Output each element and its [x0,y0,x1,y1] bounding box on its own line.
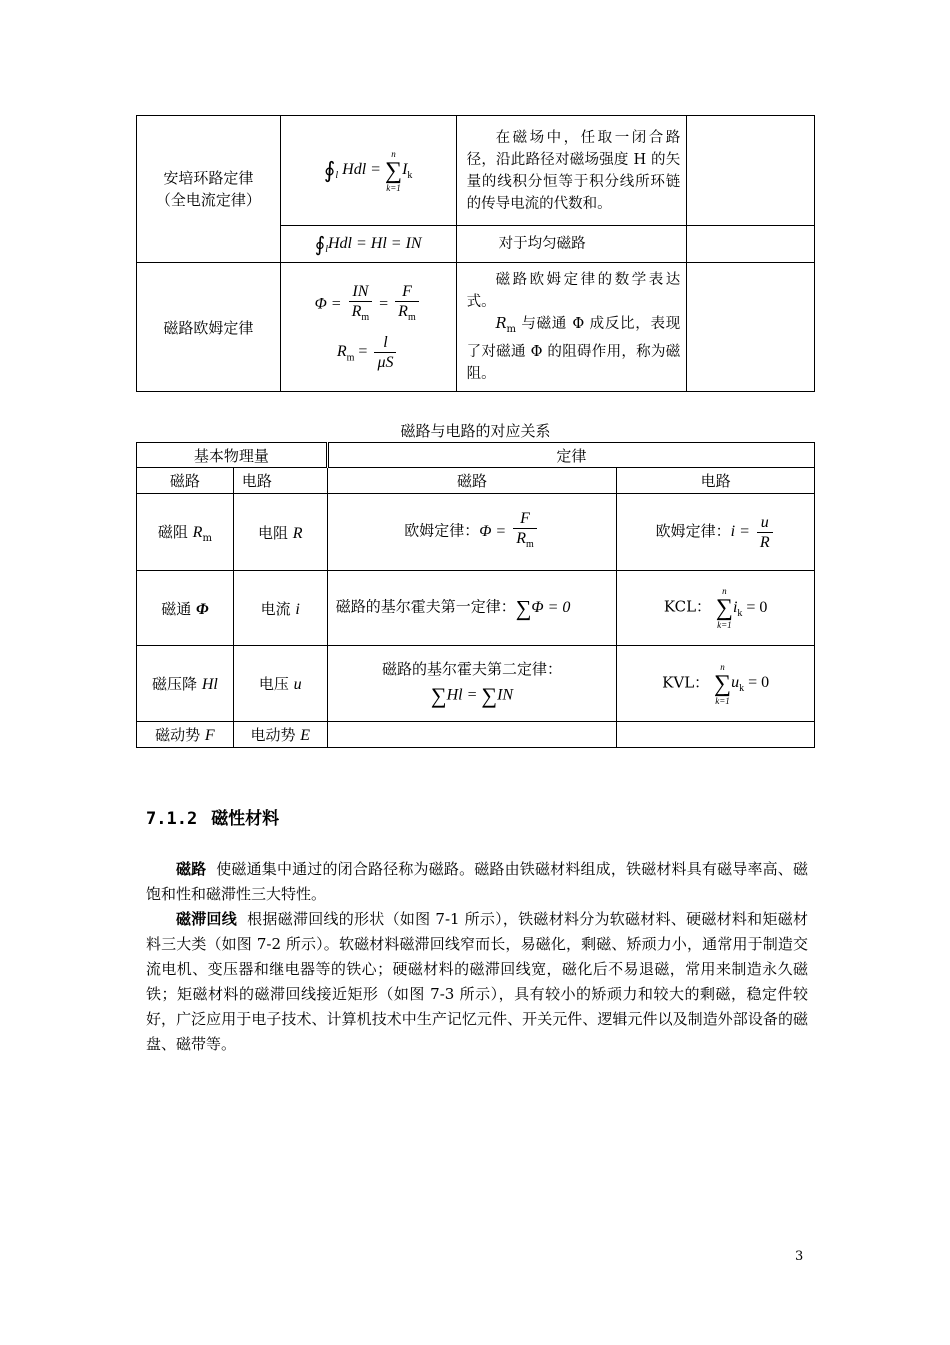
empty-cell [687,226,815,263]
page-number: 3 [795,1249,804,1264]
magnetic-law: 磁路的基尔霍夫第一定律：∑Φ = 0 [327,571,617,646]
electric-quantity: 电动势 E [233,722,327,748]
ampere-description: 在磁场中，任取一闭合路径，沿此路径对磁场强度 H 的矢量的线积分恒等于积分线所环链的传导电流的代数和。 [456,116,687,226]
table-row [137,571,815,646]
uniform-formula: $∮_lHdl = Hl$ = IN [280,226,456,263]
empty-cell [687,263,815,392]
electric-quantity: 电流 i [233,571,327,646]
magnetic-quantity: 磁阻 $R_m$ [137,494,234,571]
header-basic-quantities: 基本物理量 [137,443,328,468]
laws-table [136,115,815,392]
table-row [137,646,815,722]
electric-law: KCL： n ∑ k=1 $i_k = 0$ [617,571,815,646]
ampere-law-name: 安培环路定律 （全电流定律） [137,116,281,263]
ohm-formula: Φ = $\frac{IN}{R_m}$ = $\frac{F}{R_m}$ $R_m$ = $\frac{l}{\mu S}$ [280,263,456,392]
magnetic-quantity: 磁动势 F [137,722,234,748]
ampere-formula: $∮_l$ Hdl = n ∑ k=1 $I_k$ [280,116,456,226]
empty-cell [617,722,815,748]
section-number: 7.1.2 [146,809,198,829]
paragraph-hysteresis: 磁滞回线 根据磁滞回线的形状（如图 7-1 所示），铁磁材料分为软磁材料、硬磁材料和矩磁材料三大类（如图 7-2 所示）。软磁材料磁滞回线窄而长，易磁化，剩磁、矫顽力小，通常用于制造交流电机、变压器和继电器等的铁心；硬磁材料的磁滞回线宽，磁化后不易退磁，常用来制造永久磁铁；矩磁材料的磁滞回线接近矩形（如图 7-3 所示），具有较小的矫顽力和较大的剩磁，稳定件较好，广泛应用于电子技术、计算机技术中生产记忆元件、开关元件、逻辑元件以及制造外部设备的磁盘、磁带等。 [146,910,808,1053]
section-heading [146,804,279,829]
paragraph-magnetic-circuit: 磁路 使磁通集中通过的闭合路径称为磁路。磁路由铁磁材料组成，铁磁材料具有磁导率高、磁饱和性和磁滞性三大特性。 [146,860,808,903]
table-row [137,722,815,748]
table-row [137,494,815,571]
magnetic-quantity: 磁压降 Hl [137,646,234,722]
header-magnetic: 磁路 [137,468,234,494]
electric-law: 欧姆定律：i = $\frac{u}{R}$ [617,494,815,571]
empty-cell [687,116,815,226]
header-laws: 定律 [327,443,814,468]
correspondence-table [136,442,815,748]
magnetic-law: 磁路的基尔霍夫第二定律： ∑Hl = ∑IN [327,646,617,722]
magnetic-quantity: 磁通 Φ [137,571,234,646]
uniform-description: 对于均匀磁路 [456,226,687,263]
table-caption: 磁路与电路的对应关系 [400,422,551,440]
electric-quantity: 电阻 R [233,494,327,571]
ohm-law-name: 磁路欧姆定律 [137,263,281,392]
magnetic-law: 欧姆定律：Φ = $\frac{F}{R_m}$ [327,494,617,571]
section-title: 磁性材料 [211,809,280,829]
header-law-magnetic: 磁路 [327,468,617,494]
header-law-electric: 电路 [617,468,815,494]
ohm-description: 磁路欧姆定律的数学表达式。 $R_m$ 与磁通 Φ 成反比，表现了对磁通 Φ 的阻碍作用，称为磁阻。 [456,263,687,392]
header-electric: 电路 [233,468,327,494]
electric-law: KVL： n ∑ k=1 $u_k = 0$ [617,646,815,722]
electric-quantity: 电压 u [233,646,327,722]
empty-cell [327,722,617,748]
